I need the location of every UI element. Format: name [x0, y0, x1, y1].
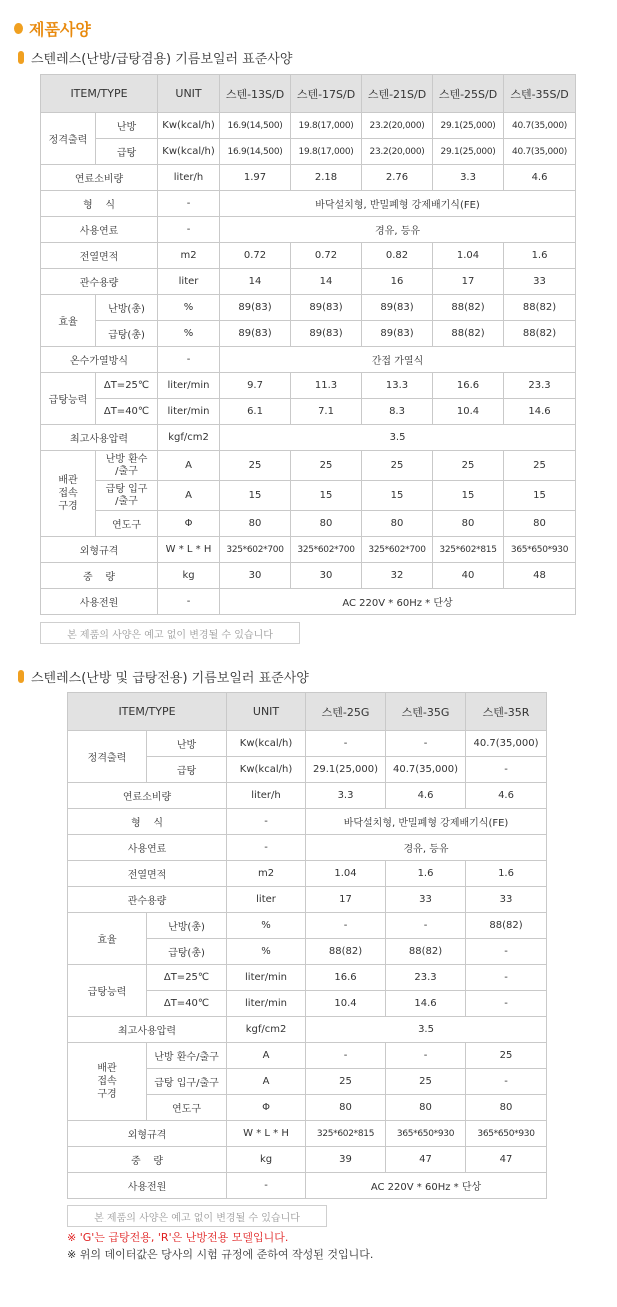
value-cell: 89(83): [362, 295, 433, 321]
table-row: [41, 451, 576, 481]
value-cell: 3.3: [433, 165, 504, 191]
value-cell: 16.6: [433, 373, 504, 399]
model-header: 스텐-25G: [306, 693, 386, 731]
value-cell: 경유, 등유: [220, 217, 576, 243]
value-cell: -: [466, 991, 547, 1017]
value-cell: 39: [306, 1147, 386, 1173]
table-row: [68, 1043, 547, 1069]
value-cell: -: [386, 913, 466, 939]
value-cell: 3.3: [306, 783, 386, 809]
table-row: [68, 809, 547, 835]
table-row: [68, 783, 547, 809]
value-cell: 88(82): [433, 321, 504, 347]
row-label: 효율: [41, 295, 96, 347]
value-cell: 경유, 등유: [306, 835, 547, 861]
unit-cell: A: [158, 451, 220, 481]
table-row: [41, 269, 576, 295]
value-cell: 25: [291, 451, 362, 481]
table-row: [41, 295, 576, 321]
value-cell: 30: [291, 563, 362, 589]
value-cell: 40.7(35,000): [466, 731, 547, 757]
value-cell: 80: [291, 511, 362, 537]
table-row: [68, 861, 547, 887]
unit-cell: liter/min: [158, 399, 220, 425]
bullet-icon: [18, 670, 24, 683]
table-row: [41, 191, 576, 217]
page-title-block: [14, 16, 91, 40]
value-cell: 25: [220, 451, 291, 481]
model-header: 스텐-17S/D: [291, 75, 362, 113]
table-header-row: [41, 75, 576, 113]
value-cell: 88(82): [504, 321, 576, 347]
section2-title: 스텐레스(난방 및 급탕전용) 기름보일러 표준사양: [31, 670, 309, 686]
table-row: [68, 1173, 547, 1199]
model-header: 스텐-35R: [466, 693, 547, 731]
row-sublabel: 난방: [96, 113, 158, 139]
value-cell: -: [306, 913, 386, 939]
row-sublabel: 난방(총): [96, 295, 158, 321]
value-cell: 88(82): [433, 295, 504, 321]
unit-cell: liter: [227, 887, 306, 913]
value-cell: 23.2(20,000): [362, 113, 433, 139]
value-cell: 88(82): [466, 913, 547, 939]
value-cell: 13.3: [362, 373, 433, 399]
value-cell: 2.76: [362, 165, 433, 191]
item-type-header: ITEM/TYPE: [68, 693, 227, 731]
table-row: [41, 481, 576, 511]
value-cell: 47: [466, 1147, 547, 1173]
unit-cell: -: [227, 835, 306, 861]
unit-cell: liter/h: [158, 165, 220, 191]
value-cell: 89(83): [362, 321, 433, 347]
value-cell: 25: [306, 1069, 386, 1095]
value-cell: 17: [433, 269, 504, 295]
row-sublabel: 난방(총): [147, 913, 227, 939]
value-cell: 1.6: [386, 861, 466, 887]
table-row: [68, 965, 547, 991]
value-cell: 16: [362, 269, 433, 295]
unit-cell: Φ: [227, 1095, 306, 1121]
value-cell: 325*602*700: [220, 537, 291, 563]
row-label: 전열면적: [68, 861, 227, 887]
unit-cell: -: [158, 347, 220, 373]
value-cell: 19.8(17,000): [291, 113, 362, 139]
value-cell: 25: [362, 451, 433, 481]
value-cell: 47: [386, 1147, 466, 1173]
unit-cell: kg: [227, 1147, 306, 1173]
unit-cell: liter/h: [227, 783, 306, 809]
unit-cell: m2: [158, 243, 220, 269]
value-cell: 1.6: [504, 243, 576, 269]
value-cell: 25: [386, 1069, 466, 1095]
row-label: 사용전원: [68, 1173, 227, 1199]
table-row: [41, 243, 576, 269]
table-row: [41, 217, 576, 243]
table-row: [68, 913, 547, 939]
row-sublabel: 급탕: [147, 757, 227, 783]
value-cell: 33: [386, 887, 466, 913]
value-cell: 10.4: [306, 991, 386, 1017]
value-cell: 48: [504, 563, 576, 589]
value-cell: 89(83): [220, 295, 291, 321]
row-label: 형 식: [41, 191, 158, 217]
value-cell: 0.82: [362, 243, 433, 269]
value-cell: 17: [306, 887, 386, 913]
value-cell: 80: [220, 511, 291, 537]
value-cell: 4.6: [386, 783, 466, 809]
value-cell: 1.97: [220, 165, 291, 191]
unit-cell: Φ: [158, 511, 220, 537]
unit-cell: A: [227, 1069, 306, 1095]
unit-cell: m2: [227, 861, 306, 887]
value-cell: 23.3: [504, 373, 576, 399]
value-cell: 바닥설치형, 반밀폐형 강제배기식(FE): [306, 809, 547, 835]
row-sublabel: ΔT=40℃: [147, 991, 227, 1017]
value-cell: 40: [433, 563, 504, 589]
value-cell: 325*602*700: [362, 537, 433, 563]
value-cell: 30: [220, 563, 291, 589]
row-label: 사용연료: [41, 217, 158, 243]
value-cell: 80: [362, 511, 433, 537]
table-row: [68, 1017, 547, 1043]
value-cell: 14.6: [386, 991, 466, 1017]
table-row: [68, 887, 547, 913]
unit-cell: liter/min: [227, 965, 306, 991]
value-cell: 16.9(14,500): [220, 113, 291, 139]
value-cell: 3.5: [220, 425, 576, 451]
table-row: [68, 1121, 547, 1147]
value-cell: 40.7(35,000): [504, 113, 576, 139]
value-cell: 80: [504, 511, 576, 537]
table-row: [41, 139, 576, 165]
model-header: 스텐-35S/D: [504, 75, 576, 113]
value-cell: 25: [433, 451, 504, 481]
value-cell: 29.1(25,000): [433, 139, 504, 165]
table-row: [41, 511, 576, 537]
value-cell: 15: [220, 481, 291, 511]
value-cell: 89(83): [291, 295, 362, 321]
value-cell: -: [466, 965, 547, 991]
row-sublabel: 난방: [147, 731, 227, 757]
value-cell: 간접 가열식: [220, 347, 576, 373]
row-label: 최고사용압력: [41, 425, 158, 451]
unit-cell: %: [158, 295, 220, 321]
value-cell: 325*602*815: [306, 1121, 386, 1147]
footnotes: [67, 1229, 373, 1263]
disclaimer-note: 본 제품의 사양은 예고 없이 변경될 수 있습니다: [67, 1205, 327, 1227]
section1-title: 스텐레스(난방/급탕겸용) 기름보일러 표준사양: [31, 51, 293, 67]
value-cell: 16.9(14,500): [220, 139, 291, 165]
row-sublabel: 연도구: [96, 511, 158, 537]
row-sublabel: 급탕(총): [147, 939, 227, 965]
value-cell: 4.6: [504, 165, 576, 191]
row-label: 배관 접속 구경: [68, 1043, 147, 1121]
unit-cell: liter/min: [158, 373, 220, 399]
row-label: 중 량: [41, 563, 158, 589]
row-sublabel: ΔT=25℃: [96, 373, 158, 399]
table-row: [68, 731, 547, 757]
unit-cell: -: [158, 217, 220, 243]
item-type-header: ITEM/TYPE: [41, 75, 158, 113]
value-cell: 15: [291, 481, 362, 511]
row-label: 외형규격: [68, 1121, 227, 1147]
value-cell: 6.1: [220, 399, 291, 425]
value-cell: 25: [466, 1043, 547, 1069]
value-cell: 10.4: [433, 399, 504, 425]
value-cell: 2.18: [291, 165, 362, 191]
row-sublabel: 난방 환수 /출구: [96, 451, 158, 481]
unit-cell: -: [227, 809, 306, 835]
unit-cell: W * L * H: [158, 537, 220, 563]
value-cell: 88(82): [386, 939, 466, 965]
row-label: 관수용량: [41, 269, 158, 295]
unit-cell: kgf/cm2: [158, 425, 220, 451]
unit-cell: liter/min: [227, 991, 306, 1017]
table-row: [68, 1147, 547, 1173]
value-cell: -: [306, 1043, 386, 1069]
table-row: [41, 563, 576, 589]
model-header: 스텐-13S/D: [220, 75, 291, 113]
unit-cell: %: [158, 321, 220, 347]
value-cell: 89(83): [220, 321, 291, 347]
row-sublabel: ΔT=25℃: [147, 965, 227, 991]
value-cell: 80: [466, 1095, 547, 1121]
row-sublabel: 급탕 입구 /출구: [96, 481, 158, 511]
value-cell: 40.7(35,000): [386, 757, 466, 783]
value-cell: 33: [466, 887, 547, 913]
row-label: 중 량: [68, 1147, 227, 1173]
value-cell: 89(83): [291, 321, 362, 347]
value-cell: 325*602*700: [291, 537, 362, 563]
value-cell: 14: [291, 269, 362, 295]
page-title: 제품사양: [29, 19, 91, 39]
value-cell: 14.6: [504, 399, 576, 425]
row-sublabel: 난방 환수/출구: [147, 1043, 227, 1069]
unit-cell: kgf/cm2: [227, 1017, 306, 1043]
value-cell: -: [386, 731, 466, 757]
row-sublabel: 급탕 입구/출구: [147, 1069, 227, 1095]
value-cell: 29.1(25,000): [433, 113, 504, 139]
unit-cell: -: [158, 589, 220, 615]
unit-cell: A: [227, 1043, 306, 1069]
model-header: 스텐-25S/D: [433, 75, 504, 113]
row-label: 정격출력: [41, 113, 96, 165]
value-cell: 16.6: [306, 965, 386, 991]
value-cell: -: [466, 939, 547, 965]
table-row: [41, 537, 576, 563]
value-cell: 325*602*815: [433, 537, 504, 563]
spec-table-combined: [40, 74, 576, 615]
table-header-row: [68, 693, 547, 731]
value-cell: 7.1: [291, 399, 362, 425]
unit-cell: %: [227, 913, 306, 939]
value-cell: AC 220V * 60Hz * 단상: [220, 589, 576, 615]
unit-header: UNIT: [227, 693, 306, 731]
row-label: 사용전원: [41, 589, 158, 615]
value-cell: 80: [433, 511, 504, 537]
row-label: 효율: [68, 913, 147, 965]
row-label: 형 식: [68, 809, 227, 835]
value-cell: 80: [386, 1095, 466, 1121]
row-label: 연료소비량: [68, 783, 227, 809]
value-cell: 19.8(17,000): [291, 139, 362, 165]
disclaimer-note: 본 제품의 사양은 예고 없이 변경될 수 있습니다: [40, 622, 300, 644]
value-cell: 88(82): [306, 939, 386, 965]
value-cell: 365*650*930: [466, 1121, 547, 1147]
row-label: 외형규격: [41, 537, 158, 563]
row-sublabel: 급탕: [96, 139, 158, 165]
bullet-icon: [18, 51, 24, 64]
value-cell: 9.7: [220, 373, 291, 399]
value-cell: -: [466, 757, 547, 783]
row-label: 관수용량: [68, 887, 227, 913]
value-cell: 14: [220, 269, 291, 295]
table-row: [41, 399, 576, 425]
value-cell: 바닥설치형, 반밀폐형 강제배기식(FE): [220, 191, 576, 217]
value-cell: 365*650*930: [386, 1121, 466, 1147]
row-label: 급탕능력: [68, 965, 147, 1017]
table-row: [41, 373, 576, 399]
row-label: 전열면적: [41, 243, 158, 269]
value-cell: 80: [306, 1095, 386, 1121]
table-row: [68, 835, 547, 861]
row-sublabel: 연도구: [147, 1095, 227, 1121]
table-row: [41, 113, 576, 139]
value-cell: 88(82): [504, 295, 576, 321]
row-sublabel: 급탕(총): [96, 321, 158, 347]
section2-title-block: [18, 667, 309, 685]
model-header: 스텐-35G: [386, 693, 466, 731]
row-label: 사용연료: [68, 835, 227, 861]
value-cell: -: [466, 1069, 547, 1095]
bullet-icon: [14, 23, 23, 34]
value-cell: 33: [504, 269, 576, 295]
unit-cell: Kw(kcal/h): [227, 731, 306, 757]
value-cell: 15: [362, 481, 433, 511]
value-cell: 3.5: [306, 1017, 547, 1043]
table-row: [41, 425, 576, 451]
table-row: [41, 589, 576, 615]
value-cell: 29.1(25,000): [306, 757, 386, 783]
unit-cell: Kw(kcal/h): [227, 757, 306, 783]
row-label: 급탕능력: [41, 373, 96, 425]
value-cell: 25: [504, 451, 576, 481]
row-label: 최고사용압력: [68, 1017, 227, 1043]
value-cell: 0.72: [220, 243, 291, 269]
value-cell: 4.6: [466, 783, 547, 809]
footnote-data-basis: ※ 위의 데이터값은 당사의 시험 규정에 준하여 작성된 것입니다.: [67, 1248, 374, 1261]
value-cell: 15: [504, 481, 576, 511]
unit-cell: Kw(kcal/h): [158, 139, 220, 165]
footnote-model-codes: ※ 'G'는 급탕전용, 'R'은 난방전용 모델입니다.: [67, 1231, 289, 1244]
value-cell: 8.3: [362, 399, 433, 425]
row-label: 배관 접속 구경: [41, 451, 96, 537]
unit-cell: kg: [158, 563, 220, 589]
unit-cell: W * L * H: [227, 1121, 306, 1147]
row-sublabel: ΔT=40℃: [96, 399, 158, 425]
value-cell: 11.3: [291, 373, 362, 399]
unit-cell: liter: [158, 269, 220, 295]
value-cell: 1.04: [433, 243, 504, 269]
table-row: [41, 347, 576, 373]
unit-header: UNIT: [158, 75, 220, 113]
value-cell: 23.2(20,000): [362, 139, 433, 165]
value-cell: -: [306, 731, 386, 757]
value-cell: 1.04: [306, 861, 386, 887]
row-label: 정격출력: [68, 731, 147, 783]
unit-cell: Kw(kcal/h): [158, 113, 220, 139]
model-header: 스텐-21S/D: [362, 75, 433, 113]
value-cell: AC 220V * 60Hz * 단상: [306, 1173, 547, 1199]
value-cell: 32: [362, 563, 433, 589]
value-cell: 23.3: [386, 965, 466, 991]
table-row: [41, 165, 576, 191]
value-cell: 0.72: [291, 243, 362, 269]
table-row: [41, 321, 576, 347]
unit-cell: A: [158, 481, 220, 511]
section1-title-block: [18, 48, 292, 66]
row-label: 온수가열방식: [41, 347, 158, 373]
value-cell: -: [386, 1043, 466, 1069]
value-cell: 40.7(35,000): [504, 139, 576, 165]
row-label: 연료소비량: [41, 165, 158, 191]
unit-cell: -: [158, 191, 220, 217]
unit-cell: -: [227, 1173, 306, 1199]
spec-table-dedicated: [67, 692, 547, 1199]
value-cell: 365*650*930: [504, 537, 576, 563]
value-cell: 1.6: [466, 861, 547, 887]
value-cell: 15: [433, 481, 504, 511]
unit-cell: %: [227, 939, 306, 965]
